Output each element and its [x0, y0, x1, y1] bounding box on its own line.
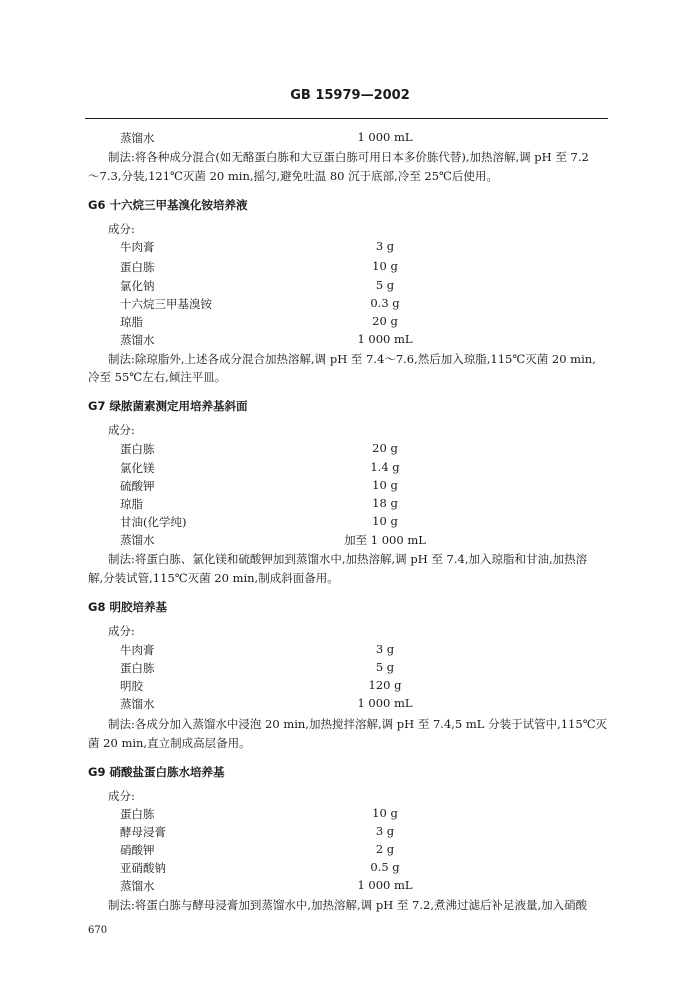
method-text: 制法:将蛋白胨与酵母浸膏加到蒸馏水中,加热溶解,调 pH 至 7.2,煮沸过滤后补足液量,加入硝酸 [108, 898, 588, 912]
ingredient-amount: 18 g [372, 496, 398, 510]
ingredient-name: 蛋白胨 [120, 442, 155, 456]
method-text: 解,分装试管,115℃灭菌 20 min,制成斜面备用。 [88, 571, 339, 585]
ingredient-name: 氯化镁 [120, 461, 155, 475]
ingredient-amount: 10 g [372, 806, 398, 820]
ingredient-amount: 10 g [372, 514, 398, 528]
ingredient-name: 琼脂 [120, 497, 143, 511]
ingredient-amount: 1 000 mL [357, 878, 413, 892]
ingredient-amount: 5 g [375, 660, 395, 674]
ingredient-name: 氯化钠 [120, 279, 155, 293]
ingredient-name: 明胶 [120, 679, 143, 693]
ingredient-name: 蒸馏水 [120, 333, 155, 347]
section-heading: G9 硝酸盐蛋白胨水培养基 [88, 765, 225, 779]
ingredient-name: 蒸馏水 [120, 533, 155, 547]
header-rule [85, 118, 608, 119]
method-text: ～7.3,分装,121℃灭菌 20 min,摇匀,避免吐温 80 沉于底部,冷至 25℃后使用。 [88, 169, 498, 183]
ingredient-amount: 10 g [372, 478, 398, 492]
ingredient-amount: 1 000 mL [357, 130, 413, 144]
section-heading: G8 明胶培养基 [88, 600, 167, 614]
ingredient-name: 蒸馏水 [120, 131, 155, 145]
section-heading: G7 绿脓菌素测定用培养基斜面 [88, 399, 248, 413]
ingredient-amount: 3 g [375, 642, 395, 656]
ingredient-name: 蒸馏水 [120, 697, 155, 711]
ingredient-name: 牛肉膏 [120, 643, 155, 657]
ingredients-label: 成分: [108, 789, 135, 803]
ingredient-amount: 120 g [368, 678, 402, 692]
ingredient-amount: 3 g [375, 824, 395, 838]
ingredient-amount: 10 g [372, 259, 398, 273]
ingredient-name: 亚硝酸钠 [120, 861, 166, 875]
ingredient-amount: 0.5 g [370, 860, 400, 874]
ingredient-name: 牛肉膏 [120, 240, 155, 254]
ingredient-amount: 20 g [372, 314, 398, 328]
page-number: 670 [88, 925, 108, 936]
ingredient-name: 十六烷三甲基溴铵 [120, 297, 212, 311]
ingredient-amount: 2 g [375, 842, 395, 856]
ingredient-amount: 20 g [372, 441, 398, 455]
method-text: 制法:除琼脂外,上述各成分混合加热溶解,调 pH 至 7.4～7.6,然后加入琼脂,115℃灭菌 20 min, [108, 352, 596, 366]
ingredient-amount: 3 g [375, 239, 395, 253]
ingredients-label: 成分: [108, 423, 135, 437]
section-heading: G6 十六烷三甲基溴化铵培养液 [88, 198, 248, 212]
ingredient-amount: 0.3 g [370, 296, 400, 310]
method-text: 制法:将蛋白胨、氯化镁和硫酸钾加到蒸馏水中,加热溶解,调 pH 至 7.4,加入琼脂和甘油,加热溶 [108, 552, 588, 566]
ingredient-name: 蛋白胨 [120, 260, 155, 274]
method-text: 菌 20 min,直立制成高层备用。 [88, 736, 251, 750]
method-text: 制法:各成分加入蒸馏水中浸泡 20 min,加热搅拌溶解,调 pH 至 7.4,5 mL 分装于试管中,115℃灭 [108, 717, 608, 731]
ingredient-name: 蒸馏水 [120, 879, 155, 893]
ingredient-name: 琼脂 [120, 315, 143, 329]
method-text: 制法:将各种成分混合(如无酪蛋白胨和大豆蛋白胨可用日本多价胨代替),加热溶解,调 pH 至 7.2 [108, 150, 589, 164]
ingredient-amount: 1.4 g [370, 460, 400, 474]
ingredient-name: 甘油(化学纯) [120, 515, 187, 529]
ingredient-name: 酵母浸膏 [120, 825, 166, 839]
ingredient-name: 硝酸钾 [120, 843, 155, 857]
ingredient-amount: 加至 1 000 mL [344, 533, 426, 547]
ingredients-label: 成分: [108, 624, 135, 638]
ingredient-name: 硫酸钾 [120, 479, 155, 493]
standard-number-header: GB 15979—2002 [290, 88, 410, 103]
ingredient-name: 蛋白胨 [120, 661, 155, 675]
ingredient-amount: 1 000 mL [357, 696, 413, 710]
ingredient-amount: 5 g [375, 278, 395, 292]
ingredient-amount: 1 000 mL [357, 332, 413, 346]
ingredients-label: 成分: [108, 222, 135, 236]
ingredient-name: 蛋白胨 [120, 807, 155, 821]
method-text: 冷至 55℃左右,倾注平皿。 [88, 370, 227, 384]
